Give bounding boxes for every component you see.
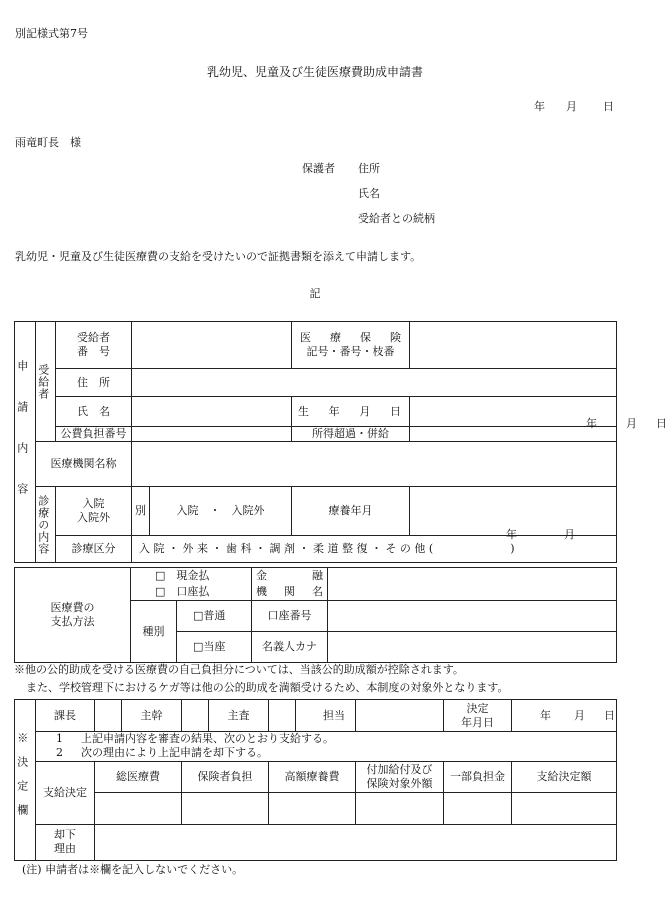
role-kacho-seal[interactable] — [95, 700, 122, 732]
decision-date-label: 決定 年月日 — [444, 700, 512, 732]
recipient-group-label: 受給者 — [36, 322, 56, 442]
payment-type-options[interactable] — [131, 568, 252, 601]
bank-name-label: 金 融 機 関 名 — [252, 568, 328, 601]
decision-side-label: ※決定欄 — [15, 700, 36, 861]
guardian-label: 保護者 — [302, 162, 335, 175]
note-line-2: また、学校管理下におけるケガ等は他の公的助成を満額受けるため、本制度の対象外となります。 — [26, 681, 509, 694]
account-number-field[interactable] — [328, 601, 617, 632]
treatment-month-label: 療養年月 — [292, 487, 410, 536]
reject-reason-label: 却下 理由 — [36, 824, 95, 860]
category-options[interactable]: 入 院 ・ 外 来 ・ 歯 科 ・ 調 剤 ・ 柔 道 整 復 ・ そ の 他 ( ) — [132, 536, 617, 563]
date-day-mark: 日 — [603, 100, 614, 113]
address-field[interactable] — [132, 369, 617, 397]
guardian-address-label: 住所 — [358, 162, 380, 175]
ki-heading: 記 — [309, 287, 321, 300]
touza-option[interactable]: □当座 — [177, 632, 252, 663]
col-payment-amount: 支給決定額 — [512, 761, 617, 792]
role-tanto-seal[interactable] — [356, 700, 444, 732]
cash-option[interactable]: □ 現金払 — [155, 569, 210, 583]
col-partial-burden: 一部負担金 — [444, 761, 512, 792]
decision-line-2: 2 次の理由により上記申請を却下する。 — [56, 746, 268, 760]
form-number: 別記様式第7号 — [15, 27, 88, 40]
birth-date-label: 生 年 月 日 — [292, 397, 410, 427]
payment-decision-label: 支給決定 — [36, 761, 95, 824]
inout-options[interactable]: 入院 ・ 入院外 — [150, 487, 292, 536]
payment-method-label: 医療費の 支払方法 — [15, 568, 131, 663]
col-additional-benefit: 付加給付及び 保険対象外額 — [356, 761, 444, 792]
recipient-number-field[interactable] — [132, 322, 292, 369]
income-excess-label: 所得超過・併給 — [292, 427, 410, 442]
betsu-label: 別 — [132, 487, 150, 536]
futsu-option[interactable]: □普通 — [177, 601, 252, 632]
bank-name-field[interactable] — [328, 568, 617, 601]
public-burden-number-field[interactable] — [132, 427, 292, 442]
payment-amount-field[interactable] — [512, 792, 617, 824]
role-shukan-label: 主幹 — [122, 700, 182, 732]
public-burden-number-label: 公費負担番号 — [56, 427, 132, 442]
name-field[interactable] — [132, 397, 292, 427]
additional-benefit-field[interactable] — [356, 792, 444, 824]
col-high-cost: 高額療養費 — [269, 761, 356, 792]
decision-line-1: 1 上記申請内容を審査の結果、次のとおり支給する。 — [56, 732, 334, 745]
kana-field[interactable] — [328, 632, 617, 663]
decision-table — [14, 699, 617, 861]
footer-note: (注) 申請者は※欄を記入しないでください。 — [22, 863, 244, 876]
role-tanto-label: 担当 — [296, 700, 356, 732]
role-shusa-label: 主査 — [209, 700, 269, 732]
role-kacho-label: 課長 — [36, 700, 95, 732]
name-label: 氏 名 — [56, 397, 132, 427]
institution-name-label: 医療機関名称 — [36, 442, 132, 487]
recipient-number-label: 受給者 番 号 — [56, 322, 132, 369]
account-type-label: 種別 — [131, 601, 177, 663]
account-option[interactable]: □ 口座払 — [155, 585, 210, 598]
guardian-relation-label: 受給者との続柄 — [358, 212, 435, 225]
guardian-name-label: 氏名 — [358, 187, 380, 200]
application-statement: 乳幼児・児童及び生徒医療費の支給を受けたいので証拠書類を添えて申請します。 — [15, 250, 422, 263]
total-medical-field[interactable] — [95, 792, 182, 824]
account-number-label: 口座番号 — [252, 601, 328, 632]
date-year-mark: 年 — [534, 100, 545, 113]
role-shusa-seal[interactable] — [269, 700, 296, 732]
col-total-medical: 総医療費 — [95, 761, 182, 792]
insurer-burden-field[interactable] — [182, 792, 269, 824]
decision-date-field[interactable]: 年 月 日 — [512, 700, 617, 732]
reject-reason-field[interactable] — [95, 824, 617, 860]
address-label: 住 所 — [56, 369, 132, 397]
decision-lines — [36, 732, 617, 762]
treatment-group-label: 診療の内容 — [36, 487, 56, 563]
high-cost-field[interactable] — [269, 792, 356, 824]
application-table — [14, 321, 667, 563]
treatment-month-field[interactable]: 年 月 — [410, 487, 617, 536]
col-insurer-burden: 保険者負担 — [182, 761, 269, 792]
role-shukan-seal[interactable] — [182, 700, 209, 732]
date-month-mark: 月 — [566, 100, 577, 113]
page-title: 乳幼児、児童及び生徒医療費助成申請書 — [206, 65, 423, 79]
insurance-label-line1: 医 療 保 険 — [300, 331, 401, 345]
addressee: 雨竜町長 様 — [15, 136, 81, 149]
kana-label: 名義人カナ — [252, 632, 328, 663]
insurance-number-label: 医 療 保 険 記号・番号・枝番 — [292, 322, 410, 369]
partial-burden-field[interactable] — [444, 792, 512, 824]
birth-date-field[interactable]: 年 月 日 — [410, 397, 617, 427]
insurance-number-field[interactable] — [410, 322, 617, 369]
application-side-label: 申請内容 — [15, 322, 36, 563]
category-label: 診療区分 — [56, 536, 132, 563]
payment-table — [14, 567, 617, 663]
note-line-1: ※他の公的助成を受ける医療費の自己負担分については、当該公的助成額が控除されます。 — [14, 663, 464, 676]
inout-label: 入院 入院外 — [56, 487, 132, 536]
institution-name-field[interactable] — [132, 442, 617, 487]
